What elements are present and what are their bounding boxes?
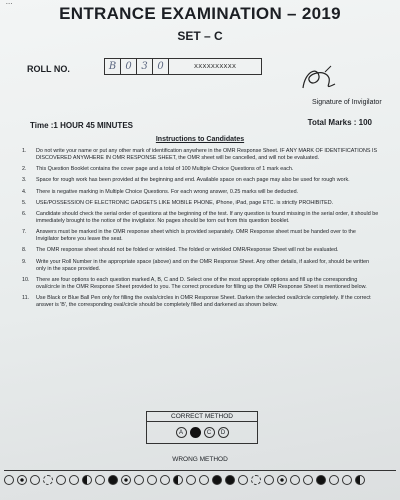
- wrong-bubble: [95, 475, 105, 485]
- instruction-text: The OMR response sheet should not be folded or wrinkled. The folded or wrinkled OMR/Response Sheet will not be evaluated.: [36, 247, 339, 254]
- instruction-text: Answers must be marked in the OMR response sheet which is provided separately. OMR Response sheet must be handed over to the Invigilator before you leave the seat.: [36, 229, 356, 243]
- wrong-bubble: [186, 475, 196, 485]
- roll-number-label: ROLL NO.: [27, 64, 70, 74]
- roll-masked: xxxxxxxxxx: [193, 62, 237, 70]
- signature-label: Signature of Invigilator: [312, 99, 382, 106]
- instruction-text: Candidate should check the serial order of questions at the beginning of the test. If any question is found missing in the serial order, it should be immediately brought to the notice of the invigilator. No pages should be torn out from this question booklet.: [36, 210, 379, 224]
- instruction-number: 5.: [22, 199, 27, 206]
- wrong-bubble: [264, 475, 274, 485]
- instruction-item: [22, 247, 380, 254]
- instruction-item: [22, 259, 380, 273]
- wrong-method-examples: [4, 470, 396, 500]
- wrong-bubble: [277, 475, 287, 485]
- instruction-number: 6.: [22, 210, 27, 217]
- instruction-item: [22, 200, 380, 207]
- instruction-number: 3.: [22, 177, 27, 184]
- option-d-bubble: D: [218, 427, 229, 438]
- instruction-item: [22, 295, 380, 309]
- roll-digit: 0: [153, 59, 169, 74]
- option-b-bubble-filled: [190, 427, 201, 438]
- invigilator-signature-icon: [295, 62, 345, 96]
- wrong-bubble: [303, 475, 313, 485]
- wrong-bubble: [17, 475, 27, 485]
- wrong-bubble: [121, 475, 131, 485]
- roll-number-box: [104, 58, 262, 75]
- wrong-method-label: WRONG METHOD: [172, 456, 228, 463]
- instruction-item: [22, 277, 380, 291]
- wrong-bubble: [160, 475, 170, 485]
- wrong-bubble: [43, 475, 53, 485]
- instruction-text: Write your Roll Number in the appropriate space (above) and on the OMR Response Sheet. Any other details, if asked for, should be written only in the space provided.: [36, 258, 370, 272]
- wrong-bubble: [30, 475, 40, 485]
- set-label: SET – C: [177, 29, 223, 43]
- instruction-number: 7.: [22, 229, 27, 236]
- wrong-bubble: [134, 475, 144, 485]
- roll-digit: 0: [121, 59, 137, 74]
- instruction-item: [22, 148, 380, 162]
- instruction-number: 1.: [22, 148, 27, 154]
- wrong-bubble: [212, 475, 222, 485]
- instruction-number: 10.: [22, 276, 30, 283]
- wrong-bubble: [4, 475, 14, 485]
- option-a-bubble: A: [176, 427, 187, 438]
- exam-title: ENTRANCE EXAMINATION – 2019: [59, 4, 341, 23]
- corner-note: ...: [6, 0, 13, 6]
- instruction-number: 4.: [22, 188, 27, 195]
- wrong-bubble: [355, 475, 365, 485]
- correct-method-label: CORRECT METHOD: [146, 411, 258, 422]
- roll-digit: 3: [137, 59, 153, 74]
- instruction-item: [22, 229, 380, 243]
- wrong-bubble: [147, 475, 157, 485]
- instruction-text: USE/POSSESSION OF ELECTRONIC GADGETS LIKE MOBILE PHONE, iPhone, iPad, page ETC. is strictly PROHIBITED.: [36, 199, 334, 206]
- roll-digit: B: [105, 59, 121, 74]
- instruction-number: 2.: [22, 166, 27, 173]
- instruction-item: [22, 211, 380, 225]
- instruction-text: There are four options to each question marked A, B, C and D. Select one of the most appropriate options and fill up the corresponding oval/circle in the OMR Response Sheet provided to you. The correct procedure for filling up the OMR Response Sheet is mentioned below.: [36, 276, 367, 290]
- instruction-number: 9.: [22, 258, 27, 265]
- instruction-item: [22, 177, 380, 184]
- wrong-bubble: [225, 475, 235, 485]
- instruction-text: Space for rough work has been provided at the beginning and end. Available space on each page may also be used for rough work.: [36, 177, 350, 184]
- wrong-bubble: [329, 475, 339, 485]
- wrong-bubble: [108, 475, 118, 485]
- instruction-number: 8.: [22, 247, 27, 254]
- wrong-bubble: [56, 475, 66, 485]
- instructions-list: [22, 148, 380, 313]
- wrong-bubble: [238, 475, 248, 485]
- wrong-bubble: [342, 475, 352, 485]
- wrong-bubble: [69, 475, 79, 485]
- correct-method-example: [146, 421, 258, 444]
- instruction-item: [22, 166, 380, 173]
- wrong-bubble: [173, 475, 183, 485]
- instruction-number: 11.: [22, 294, 30, 301]
- instruction-item: [22, 189, 380, 196]
- instruction-text: This Question Booklet contains the cover page and a total of 100 Multiple Choice Questions of 1 mark each.: [36, 166, 294, 173]
- wrong-bubble: [199, 475, 209, 485]
- wrong-bubble: [316, 475, 326, 485]
- instruction-text: There is negative marking in Multiple Choice Questions. For each wrong answer, 0.25 marks will be deducted.: [36, 188, 299, 195]
- total-marks: Total Marks : 100: [307, 118, 372, 127]
- option-c-bubble: C: [204, 427, 215, 438]
- instruction-text: Use Black or Blue Ball Pen only for filling the ovals/circles in OMR Response Sheet. Darken the selected oval/circle completely. If the correct answer is 'B', the corresponding oval/circle should be completely filled and darkened as shown below.: [36, 294, 371, 308]
- wrong-bubble: [82, 475, 92, 485]
- exam-time: Time :1 HOUR 45 MINUTES: [30, 121, 133, 130]
- wrong-bubble: [251, 475, 261, 485]
- instructions-heading: Instructions to Candidates: [155, 136, 245, 143]
- instruction-text: Do not write your name or put any other mark of identification anywhere in the OMR Response Sheet. IF ANY MARK OF IDENTIFICATIONS IS DISCOVERED ANYWHERE IN OMR RESPONSE SHEET, the OMR sheet will be cancelled, and will not be evaluated.: [36, 148, 378, 161]
- wrong-bubble: [290, 475, 300, 485]
